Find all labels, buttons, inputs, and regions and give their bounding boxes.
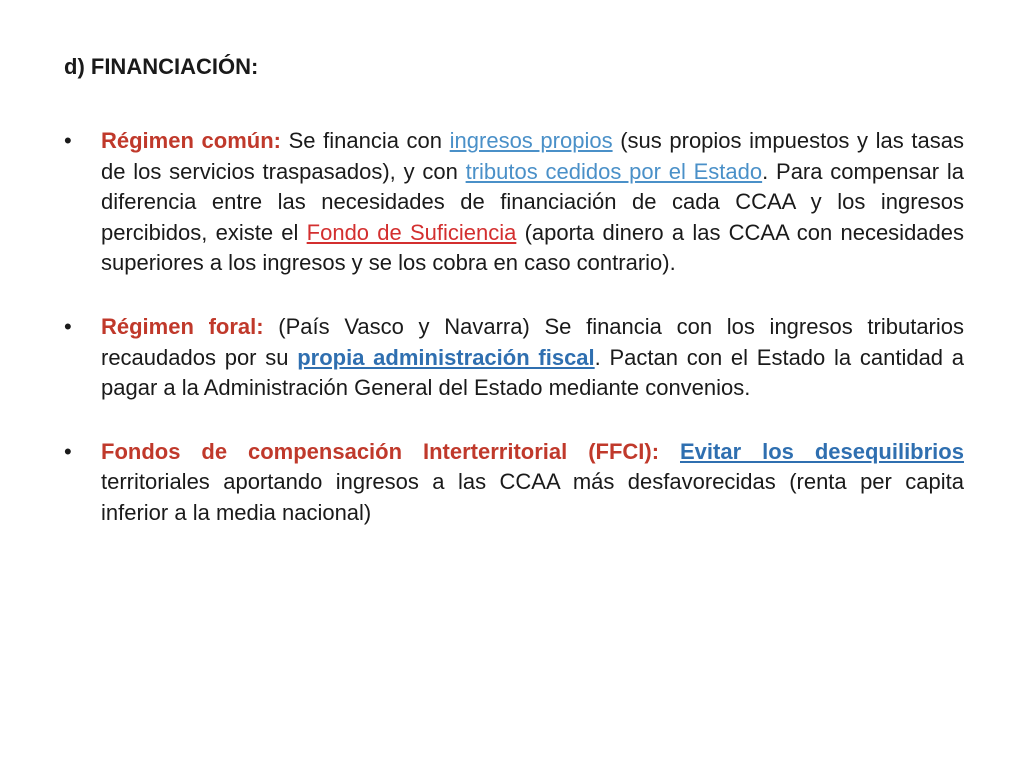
text-segment: (aporta dinero a las CCAA con necesidades superiores a los ingresos y se los cobra en caso contrario). (101, 219, 965, 276)
bullet-icon: • (64, 313, 72, 339)
bullet-icon: • (64, 438, 72, 464)
text-segment: (sus propios impuestos y las tasas de los servicios traspasados), y con (101, 128, 964, 184)
text-segment: Se financia con (280, 128, 450, 153)
link-ingresos-propios[interactable]: ingresos propios (449, 128, 613, 153)
bullet-list (64, 126, 964, 529)
link-tributos-cedidos[interactable]: tributos cedidos por el Estado (465, 158, 763, 184)
text-segment: (País Vasco y Navarra) Se financia con los ingresos tributarios recaudados por su (101, 313, 964, 370)
bullet-icon: • (64, 128, 72, 153)
term-regimen-foral: Régimen foral: (101, 313, 264, 339)
term-regimen-comun: Régimen común: (101, 128, 281, 153)
text-segment: territoriales aportando ingresos a las CCAA más desfavorecidas (renta per capita inferior a la media nacional) (101, 469, 964, 525)
bullet-regimen-comun (64, 126, 964, 279)
link-administracion-fiscal[interactable]: propia administración fiscal (297, 344, 595, 370)
slide-heading: d) FINANCIACIÓN: (64, 54, 259, 79)
text-segment: . Para compensar la diferencia entre las necesidades de financiación de cada CCAA y los ingresos percibidos, existe el (101, 158, 964, 245)
term-fondos-compensacion: Fondos de compensación Interterritorial (FFCI): (101, 438, 660, 464)
text-segment: . Pactan con el Estado la cantidad a pagar a la Administración General del Estado mediante convenios. (101, 344, 965, 401)
bullet-fondos-compensacion (64, 437, 964, 529)
bullet-regimen-foral (64, 312, 964, 404)
link-evitar-desequilibrios[interactable]: Evitar los desequilibrios (680, 438, 964, 464)
link-fondo-suficiencia[interactable]: Fondo de Suficiencia (306, 219, 517, 245)
text-segment (659, 439, 680, 464)
